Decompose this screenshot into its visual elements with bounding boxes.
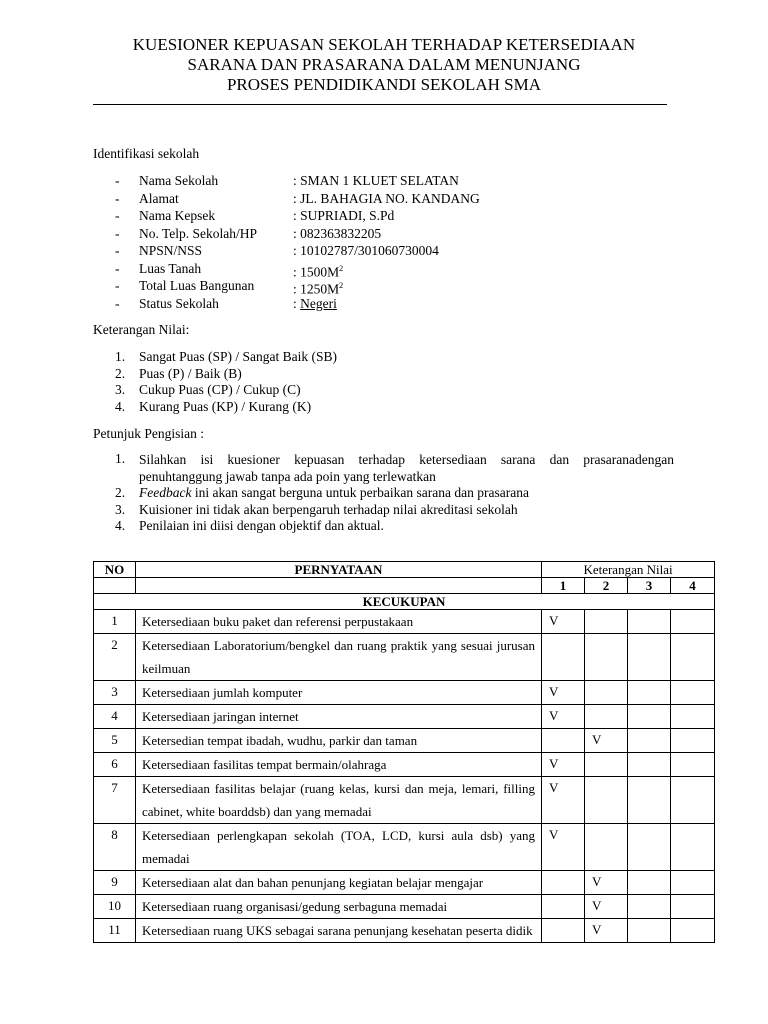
identitas-row: - Nama Kepsek : SUPRIADI, S.Pd bbox=[115, 208, 395, 223]
identitas-value: : SMAN 1 KLUET SELATAN bbox=[293, 173, 459, 188]
table-header-row bbox=[94, 562, 715, 578]
score-cell bbox=[628, 681, 671, 705]
row-statement: Ketersediaan ruang UKS sebagai sarana penunjang kesehatan peserta didik bbox=[136, 919, 542, 943]
section-row bbox=[94, 594, 715, 610]
questionnaire-table bbox=[93, 561, 715, 943]
row-number: 3 bbox=[94, 681, 136, 705]
table-row bbox=[94, 753, 715, 777]
identitas-value: : SUPRIADI, S.Pd bbox=[293, 208, 395, 223]
row-statement: Ketersediaan fasilitas belajar (ruang kelas, kursi dan meja, lemari, filling cabinet, white boarddsb) dan yang memadai bbox=[136, 777, 542, 824]
score-cell bbox=[628, 824, 671, 871]
row-statement: Ketersediaan perlengkapan sekolah (TOA, LCD, kursi aula dsb) yang memadai bbox=[136, 824, 542, 871]
score-cell bbox=[542, 919, 585, 943]
header-keterangan: Keterangan Nilai bbox=[542, 562, 715, 578]
row-statement: Ketersediaan ruang organisasi/gedung serbaguna memadai bbox=[136, 895, 542, 919]
document-page: KUESIONER KEPUASAN SEKOLAH TERHADAP KETERSEDIAAN SARANA DAN PRASARANA DALAM MENUNJANG PROSES PENDIDIKANDI SEKOLAH SMA Identifikasi sekolah - Nama Sekolah : SMAN 1 KLUET SELATAN - Alamat : JL. BAHAGIA NO. KANDANG - Nama Kepsek : SUPRIADI, S.Pd - No. Telp. Sekolah/HP : 082363832205 - NPSN/NSS : 10102787/301060730004 - Luas Tanah : $1500M^2$ - Total Luas Bangunan : $1250M^2$ - Status Sekolah : Negeri Keterangan Nilai: 1. Sangat Puas (SP) / Sangat Baik (SB) 2. Puas (P) / Baik (B) 3. Cukup Puas (CP) / Cukup (C) 4. Kurang Puas (KP) / Kurang (K) Petunjuk Pengisian : 1. Silahkan isi kuesioner kepuasan terhadap ketersediaan sarana dan prasaranadengan penuhtanggung jawab tanpa ada poin yang terlewatkan 2. Feedback ini akan sangat berguna untuk perbaikan sarana dan prasarana 3. Kuisioner ini tidak akan berpengaruh terhadap nilai akreditasi sekolah 4. Penilaian ini diisi dengan objektif dan aktual. NO PERNYATAAN Keterangan Nilai 1 2 3 4 KECUKUPAN 1 Ketersediaan buku paket dan referensi perpustakaan V 2 Ketersediaan Laboratorium/bengkel dan ruang praktik yang sesuai jurusan keilmuan 3 Ketersediaan jumlah komputer V 4 Ketersediaan jaringan internet V 5 Ketersedian tempat ibadah, wudhu, parkir dan taman V 6 Ketersediaan fasilitas tempat bermain/olahraga V 7 Ketersediaan fasilitas belajar (ruang kelas, kursi dan meja, lemari, filling cabinet, white boarddsb) dan yang memadai V 8 Ketersediaan perlengkapan sekolah (TOA, LCD, kursi aula dsb) yang memadai V 9 Ketersediaan alat dan bahan penunjang kegiatan belajar mengajar V 10 Ketersediaan ruang organisasi/gedung serbaguna memadai V 11 Ketersediaan ruang UKS sebagai sarana penunjang kesehatan peserta didik V bbox=[0, 0, 768, 1024]
score-cell bbox=[628, 634, 671, 681]
score-cell bbox=[671, 895, 715, 919]
table-row bbox=[94, 610, 715, 634]
header-no: NO bbox=[94, 562, 136, 578]
title-line-2: SARANA DAN PRASARANA DALAM MENUNJANG bbox=[187, 55, 581, 74]
score-cell bbox=[628, 871, 671, 895]
identitas-label: Total Luas Bangunan bbox=[139, 278, 255, 293]
section-title: KECUKUPAN bbox=[94, 594, 715, 610]
score-cell bbox=[628, 705, 671, 729]
identitas-row: - Status Sekolah : Negeri bbox=[115, 295, 337, 311]
identitas-label: Nama Sekolah bbox=[139, 173, 219, 188]
identitas-row: - Alamat : JL. BAHAGIA NO. KANDANG bbox=[115, 190, 480, 206]
title-divider bbox=[93, 104, 667, 105]
score-cell bbox=[671, 705, 715, 729]
score-header: 4 bbox=[671, 578, 715, 594]
identitas-label: Alamat bbox=[139, 190, 179, 206]
score-cell bbox=[671, 729, 715, 753]
score-cell: V bbox=[585, 895, 628, 919]
score-cell bbox=[585, 705, 628, 729]
score-cell bbox=[628, 777, 671, 824]
table-row bbox=[94, 634, 715, 681]
score-cell bbox=[671, 871, 715, 895]
row-statement: Ketersediaan jumlah komputer bbox=[136, 681, 542, 705]
score-cell bbox=[671, 777, 715, 824]
identitas-row: - No. Telp. Sekolah/HP : 082363832205 bbox=[115, 225, 382, 241]
table-row bbox=[94, 681, 715, 705]
score-cell: V bbox=[585, 729, 628, 753]
table-row bbox=[94, 824, 715, 871]
identitas-label: Luas Tanah bbox=[139, 260, 202, 276]
identitas-row: - NPSN/NSS : 10102787/301060730004 bbox=[115, 243, 439, 258]
row-statement: Ketersediaan fasilitas tempat bermain/olahraga bbox=[136, 753, 542, 777]
score-cell bbox=[585, 634, 628, 681]
score-cell bbox=[585, 753, 628, 777]
identitas-label: No. Telp. Sekolah/HP bbox=[139, 225, 258, 241]
row-number: 8 bbox=[94, 824, 136, 871]
score-cell bbox=[542, 729, 585, 753]
keterangan-heading: Keterangan Nilai: bbox=[93, 322, 190, 337]
score-cell: V bbox=[542, 610, 585, 634]
table-row bbox=[94, 871, 715, 895]
score-cell bbox=[628, 610, 671, 634]
identitas-label: Status Sekolah bbox=[139, 295, 219, 311]
score-cell bbox=[542, 895, 585, 919]
row-number: 6 bbox=[94, 753, 136, 777]
row-number: 11 bbox=[94, 919, 136, 943]
identitas-value: : 082363832205 bbox=[293, 225, 382, 241]
score-cell: V bbox=[542, 824, 585, 871]
score-header: 3 bbox=[628, 578, 671, 594]
row-statement: Ketersediaan jaringan internet bbox=[136, 705, 542, 729]
score-cell: V bbox=[585, 871, 628, 895]
table-score-header-row bbox=[94, 578, 715, 594]
score-cell: V bbox=[542, 777, 585, 824]
identitas-row: - Total Luas Bangunan : $1250M^2$ bbox=[115, 278, 344, 297]
row-statement: Ketersedian tempat ibadah, wudhu, parkir dan taman bbox=[136, 729, 542, 753]
identitas-label: Nama Kepsek bbox=[139, 208, 216, 223]
score-cell bbox=[628, 895, 671, 919]
row-statement: Ketersediaan buku paket dan referensi perpustakaan bbox=[136, 610, 542, 634]
identitas-row: - Nama Sekolah : SMAN 1 KLUET SELATAN bbox=[115, 173, 459, 188]
score-header: 2 bbox=[585, 578, 628, 594]
score-cell: V bbox=[542, 753, 585, 777]
score-cell: V bbox=[542, 681, 585, 705]
identitas-row: - Luas Tanah : $1500M^2$ bbox=[115, 260, 344, 279]
identitas-value: : 10102787/301060730004 bbox=[293, 243, 439, 258]
row-number: 4 bbox=[94, 705, 136, 729]
score-cell bbox=[671, 634, 715, 681]
identitas-heading: Identifikasi sekolah bbox=[93, 146, 200, 161]
score-cell bbox=[671, 753, 715, 777]
header-pernyataan: PERNYATAAN bbox=[136, 562, 542, 578]
score-cell bbox=[628, 729, 671, 753]
score-cell bbox=[585, 610, 628, 634]
identitas-label: NPSN/NSS bbox=[139, 243, 203, 258]
score-cell bbox=[671, 610, 715, 634]
score-cell bbox=[585, 777, 628, 824]
identitas-value: : JL. BAHAGIA NO. KANDANG bbox=[293, 190, 480, 206]
score-header: 1 bbox=[542, 578, 585, 594]
title-line-1: KUESIONER KEPUASAN SEKOLAH TERHADAP KETERSEDIAAN bbox=[132, 35, 636, 54]
score-cell bbox=[671, 919, 715, 943]
row-number: 9 bbox=[94, 871, 136, 895]
row-number: 1 bbox=[94, 610, 136, 634]
score-cell bbox=[628, 919, 671, 943]
row-number: 2 bbox=[94, 634, 136, 681]
row-number: 7 bbox=[94, 777, 136, 824]
table-row bbox=[94, 705, 715, 729]
score-cell bbox=[542, 871, 585, 895]
score-cell: V bbox=[585, 919, 628, 943]
table-row bbox=[94, 919, 715, 943]
petunjuk-item-1: Silahkan isi kuesioner kepuasan terhadap ketersediaan sarana dan prasaranadengan penuhtanggung jawab tanpa ada poin yang terlewatkan bbox=[139, 452, 674, 484]
score-cell bbox=[542, 634, 585, 681]
score-cell: V bbox=[542, 705, 585, 729]
identitas-value: : Negeri bbox=[293, 295, 337, 311]
score-cell bbox=[628, 753, 671, 777]
score-cell bbox=[585, 824, 628, 871]
document-title bbox=[0, 35, 768, 95]
score-cell bbox=[671, 824, 715, 871]
identitas-value: : $1500M^2$ bbox=[293, 263, 344, 279]
identitas-value: : $1250M^2$ bbox=[293, 281, 344, 297]
petunjuk-heading: Petunjuk Pengisian : bbox=[93, 426, 204, 441]
row-number: 10 bbox=[94, 895, 136, 919]
row-number: 5 bbox=[94, 729, 136, 753]
row-statement: Ketersediaan Laboratorium/bengkel dan ruang praktik yang sesuai jurusan keilmuan bbox=[136, 634, 542, 681]
title-line-3: PROSES PENDIDIKANDI SEKOLAH SMA bbox=[226, 75, 542, 94]
table-row bbox=[94, 895, 715, 919]
table-row bbox=[94, 777, 715, 824]
score-cell bbox=[585, 681, 628, 705]
score-cell bbox=[671, 681, 715, 705]
row-statement: Ketersediaan alat dan bahan penunjang kegiatan belajar mengajar bbox=[136, 871, 542, 895]
table-row bbox=[94, 729, 715, 753]
